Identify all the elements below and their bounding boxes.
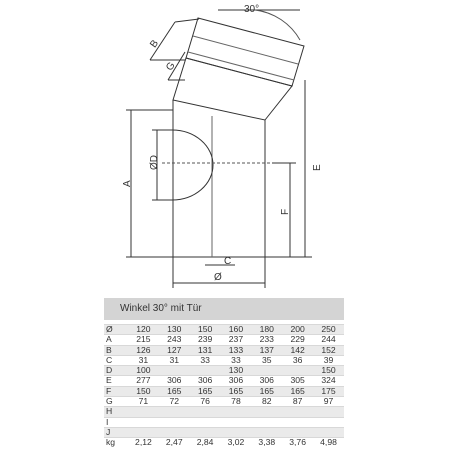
elbow-top-sleeve bbox=[186, 18, 304, 86]
row-label: C bbox=[104, 355, 128, 365]
table-cell: 3,76 bbox=[282, 438, 313, 448]
table-cell: 243 bbox=[159, 335, 190, 345]
row-label: D bbox=[104, 366, 128, 376]
table-cell bbox=[190, 366, 221, 376]
table-cell: 100 bbox=[128, 366, 159, 376]
table-cell bbox=[221, 417, 252, 427]
table-cell: 2,47 bbox=[159, 438, 190, 448]
table-cell: 33 bbox=[190, 355, 221, 365]
table-cell: 120 bbox=[128, 325, 159, 335]
table-cell: 131 bbox=[190, 345, 221, 355]
dim-dia-label: Ø bbox=[214, 272, 222, 283]
table-cell bbox=[128, 417, 159, 427]
row-label: G bbox=[104, 397, 128, 407]
table-cell: 150 bbox=[190, 325, 221, 335]
table-cell: 165 bbox=[251, 386, 282, 396]
table-cell: 165 bbox=[282, 386, 313, 396]
table-row bbox=[104, 427, 344, 437]
table-cell bbox=[159, 427, 190, 437]
table-cell: 78 bbox=[221, 397, 252, 407]
table-cell: 175 bbox=[313, 386, 344, 396]
table-cell bbox=[221, 427, 252, 437]
table-cell: 82 bbox=[251, 397, 282, 407]
angle-arc bbox=[255, 10, 300, 40]
angle-label: 30° bbox=[244, 4, 260, 15]
table-cell: 244 bbox=[313, 335, 344, 345]
table-cell: 150 bbox=[128, 386, 159, 396]
table-cell: 87 bbox=[282, 397, 313, 407]
table-cell: 306 bbox=[190, 376, 221, 386]
table-cell: 306 bbox=[221, 376, 252, 386]
door-outline bbox=[172, 130, 213, 200]
table-cell: 4,98 bbox=[313, 438, 344, 448]
table-row bbox=[104, 345, 344, 355]
table-cell: 72 bbox=[159, 397, 190, 407]
table-cell: 31 bbox=[159, 355, 190, 365]
table-cell: 31 bbox=[128, 355, 159, 365]
row-label: B bbox=[104, 345, 128, 355]
table-cell: 237 bbox=[221, 335, 252, 345]
dim-d-label: ØD bbox=[149, 155, 160, 170]
table-cell: 35 bbox=[251, 355, 282, 365]
elbow-upper-section bbox=[173, 58, 292, 120]
table-cell: 165 bbox=[190, 386, 221, 396]
table-cell: 239 bbox=[190, 335, 221, 345]
table-cell bbox=[221, 407, 252, 417]
table-cell: 229 bbox=[282, 335, 313, 345]
dim-e-label: E bbox=[312, 164, 323, 171]
row-label: F bbox=[104, 386, 128, 396]
table-cell: 2,12 bbox=[128, 438, 159, 448]
spec-table bbox=[104, 324, 344, 448]
table-cell bbox=[313, 427, 344, 437]
dim-b-label: B bbox=[148, 38, 161, 50]
row-label: E bbox=[104, 376, 128, 386]
table-cell: 250 bbox=[313, 325, 344, 335]
table-cell: 3,38 bbox=[251, 438, 282, 448]
table-cell: 233 bbox=[251, 335, 282, 345]
table-cell: 97 bbox=[313, 397, 344, 407]
dim-b-ext1 bbox=[175, 19, 199, 22]
table-row bbox=[104, 386, 344, 396]
table-cell: 152 bbox=[313, 345, 344, 355]
table-row bbox=[104, 376, 344, 386]
table-cell bbox=[190, 407, 221, 417]
table-cell: 127 bbox=[159, 345, 190, 355]
table-row bbox=[104, 438, 344, 448]
table-cell: 71 bbox=[128, 397, 159, 407]
row-label: kg bbox=[104, 438, 128, 448]
table-cell: 165 bbox=[221, 386, 252, 396]
table-cell: 306 bbox=[159, 376, 190, 386]
table-row bbox=[104, 355, 344, 365]
table-cell bbox=[313, 417, 344, 427]
table-cell bbox=[313, 407, 344, 417]
row-label: I bbox=[104, 417, 128, 427]
elbow-seam bbox=[188, 52, 294, 80]
table-cell: 215 bbox=[128, 335, 159, 345]
table-cell bbox=[282, 407, 313, 417]
row-label: J bbox=[104, 427, 128, 437]
table-cell: 33 bbox=[221, 355, 252, 365]
spec-table-body bbox=[104, 325, 344, 448]
table-cell bbox=[128, 407, 159, 417]
dim-f-label: F bbox=[280, 208, 291, 215]
table-cell bbox=[282, 366, 313, 376]
table-cell: 133 bbox=[221, 345, 252, 355]
table-cell: 305 bbox=[282, 376, 313, 386]
dim-a-label: A bbox=[122, 180, 133, 187]
table-row bbox=[104, 417, 344, 427]
row-label: Ø bbox=[104, 325, 128, 335]
table-cell bbox=[251, 417, 282, 427]
table-cell: 180 bbox=[251, 325, 282, 335]
table-cell bbox=[190, 427, 221, 437]
row-label: H bbox=[104, 407, 128, 417]
table-cell: 306 bbox=[251, 376, 282, 386]
table-cell bbox=[159, 407, 190, 417]
table-cell bbox=[190, 417, 221, 427]
table-cell: 39 bbox=[313, 355, 344, 365]
table-cell: 130 bbox=[221, 366, 252, 376]
table-cell: 165 bbox=[159, 386, 190, 396]
table-row bbox=[104, 366, 344, 376]
table-cell: 76 bbox=[190, 397, 221, 407]
table-cell bbox=[251, 427, 282, 437]
table-cell: 142 bbox=[282, 345, 313, 355]
table-cell bbox=[282, 417, 313, 427]
table-cell bbox=[251, 407, 282, 417]
table-cell: 3,02 bbox=[221, 438, 252, 448]
table-cell: 277 bbox=[128, 376, 159, 386]
table-cell: 36 bbox=[282, 355, 313, 365]
row-label: A bbox=[104, 335, 128, 345]
table-cell: 2,84 bbox=[190, 438, 221, 448]
table-cell: 200 bbox=[282, 325, 313, 335]
table-title: Winkel 30° mit Tür bbox=[104, 298, 344, 320]
table-row bbox=[104, 325, 344, 335]
table-cell bbox=[159, 366, 190, 376]
table-cell: 126 bbox=[128, 345, 159, 355]
table-cell: 160 bbox=[221, 325, 252, 335]
dim-g-label: G bbox=[164, 60, 178, 73]
table-cell: 137 bbox=[251, 345, 282, 355]
table-cell bbox=[251, 366, 282, 376]
table-cell: 150 bbox=[313, 366, 344, 376]
dim-c-label: C bbox=[224, 256, 232, 267]
table-cell: 130 bbox=[159, 325, 190, 335]
table-row bbox=[104, 407, 344, 417]
table-cell bbox=[128, 427, 159, 437]
table-row bbox=[104, 397, 344, 407]
table-row bbox=[104, 335, 344, 345]
table-cell bbox=[159, 417, 190, 427]
table-cell bbox=[282, 427, 313, 437]
table-cell: 324 bbox=[313, 376, 344, 386]
